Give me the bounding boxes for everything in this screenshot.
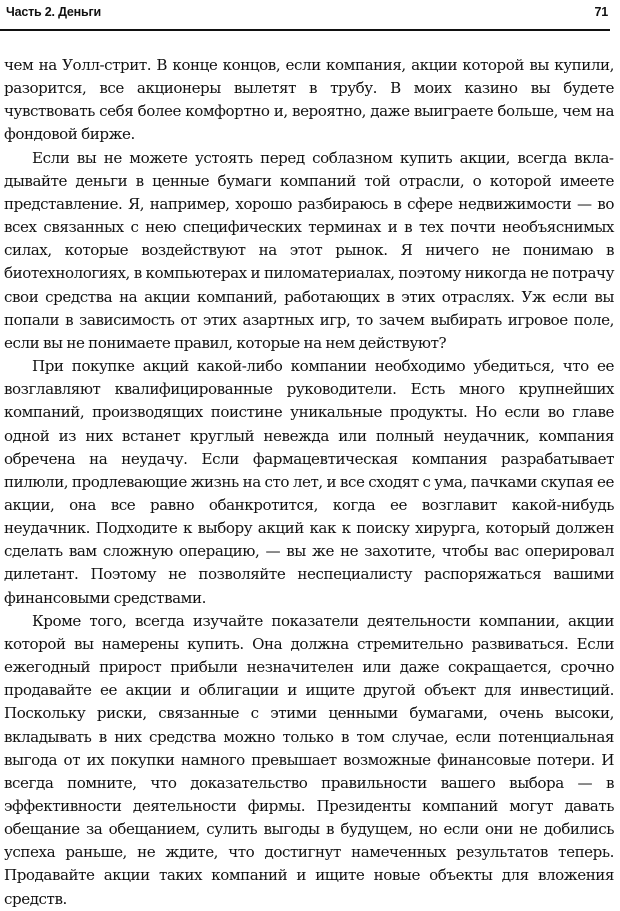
body-text (4, 54, 614, 911)
page-number: 71 (594, 5, 608, 19)
paragraph-2: Если вы не можете устоять перед соблазном купить акции, всегда вкладывайте деньги в ценные бумаги компаний той отрасли, о которой имеете представление. Я, например, хорошо разбираюсь в сфере недвижимости — во всех связанных с нею специфических терминах и в тех почти необъяснимых силах, которые воздействуют на этот рынок. Я ничего не понимаю в биотехнологиях, в компьютерах и пиломатериалах, поэтому никогда не потрачу свои средства на акции компаний, работающих в этих отраслях. Уж если вы попали в зависимость от этих азартных игр, то зачем выбирать игровое поле, если вы не понимаете правил, которые на нем действуют? (4, 148, 614, 352)
paragraph-1: чем на Уолл-стрит. В конце концов, если компания, акции которой вы купили, разорится, все акционеры вылетят в трубу. В моих казино вы будете чувствовать себя более комфортно и, вероятно, даже выиграете больше, чем на фондовой бирже. (4, 56, 614, 144)
running-head: Часть 2. Деньги (6, 5, 101, 19)
header-rule (0, 29, 610, 31)
page-header (6, 2, 608, 24)
paragraph-3: При покупке акций какой-либо компании необходимо убедиться, что ее возглавляют квалифицированные руководители. Есть много крупнейших компаний, производящих поистине уникальные продукты. Но если во главе одной из них встанет круглый невежда или полный неудачник, компания обречена на неудачу. Если фармацевтическая компания разрабатывает пилюли, продлевающие жизнь на сто лет, и все сходят с ума, пачками скупая ее акции, она все равно обанкротится, когда ее возглавит какой-нибудь неудачник. Подходите к выбору акций как к поиску хирурга, который должен сделать вам сложную операцию, — вы же не захотите, чтобы вас оперировал дилетант. Поэтому не позволяйте неспециалисту распоряжаться вашими финансовыми средствами. (4, 357, 614, 607)
paragraph-4: Кроме того, всегда изучайте показатели деятельности компании, акции которой вы намерены купить. Она должна стремительно развиваться. Если ежегодный прирост прибыли незначителен или даже сокращается, срочно продавайте ее акции и облигации и ищите другой объект для инвестиций. Поскольку риски, связанные с этими ценными бумагами, очень высоки, вкладывать в них средства можно только в том случае, если потенциальная выгода от их покупки намного превышает возможные финансовые потери. И всегда помните, что доказательство правильности вашего выбора — в эффективности деятельности фирмы. Президенты компаний могут давать обещание за обещанием, сулить выгоды в будущем, но если они не добились успеха раньше, не ждите, что достигнут намеченных результатов теперь. Продавайте акции таких компаний и ищите новые объекты для вложения средств. (4, 611, 614, 908)
